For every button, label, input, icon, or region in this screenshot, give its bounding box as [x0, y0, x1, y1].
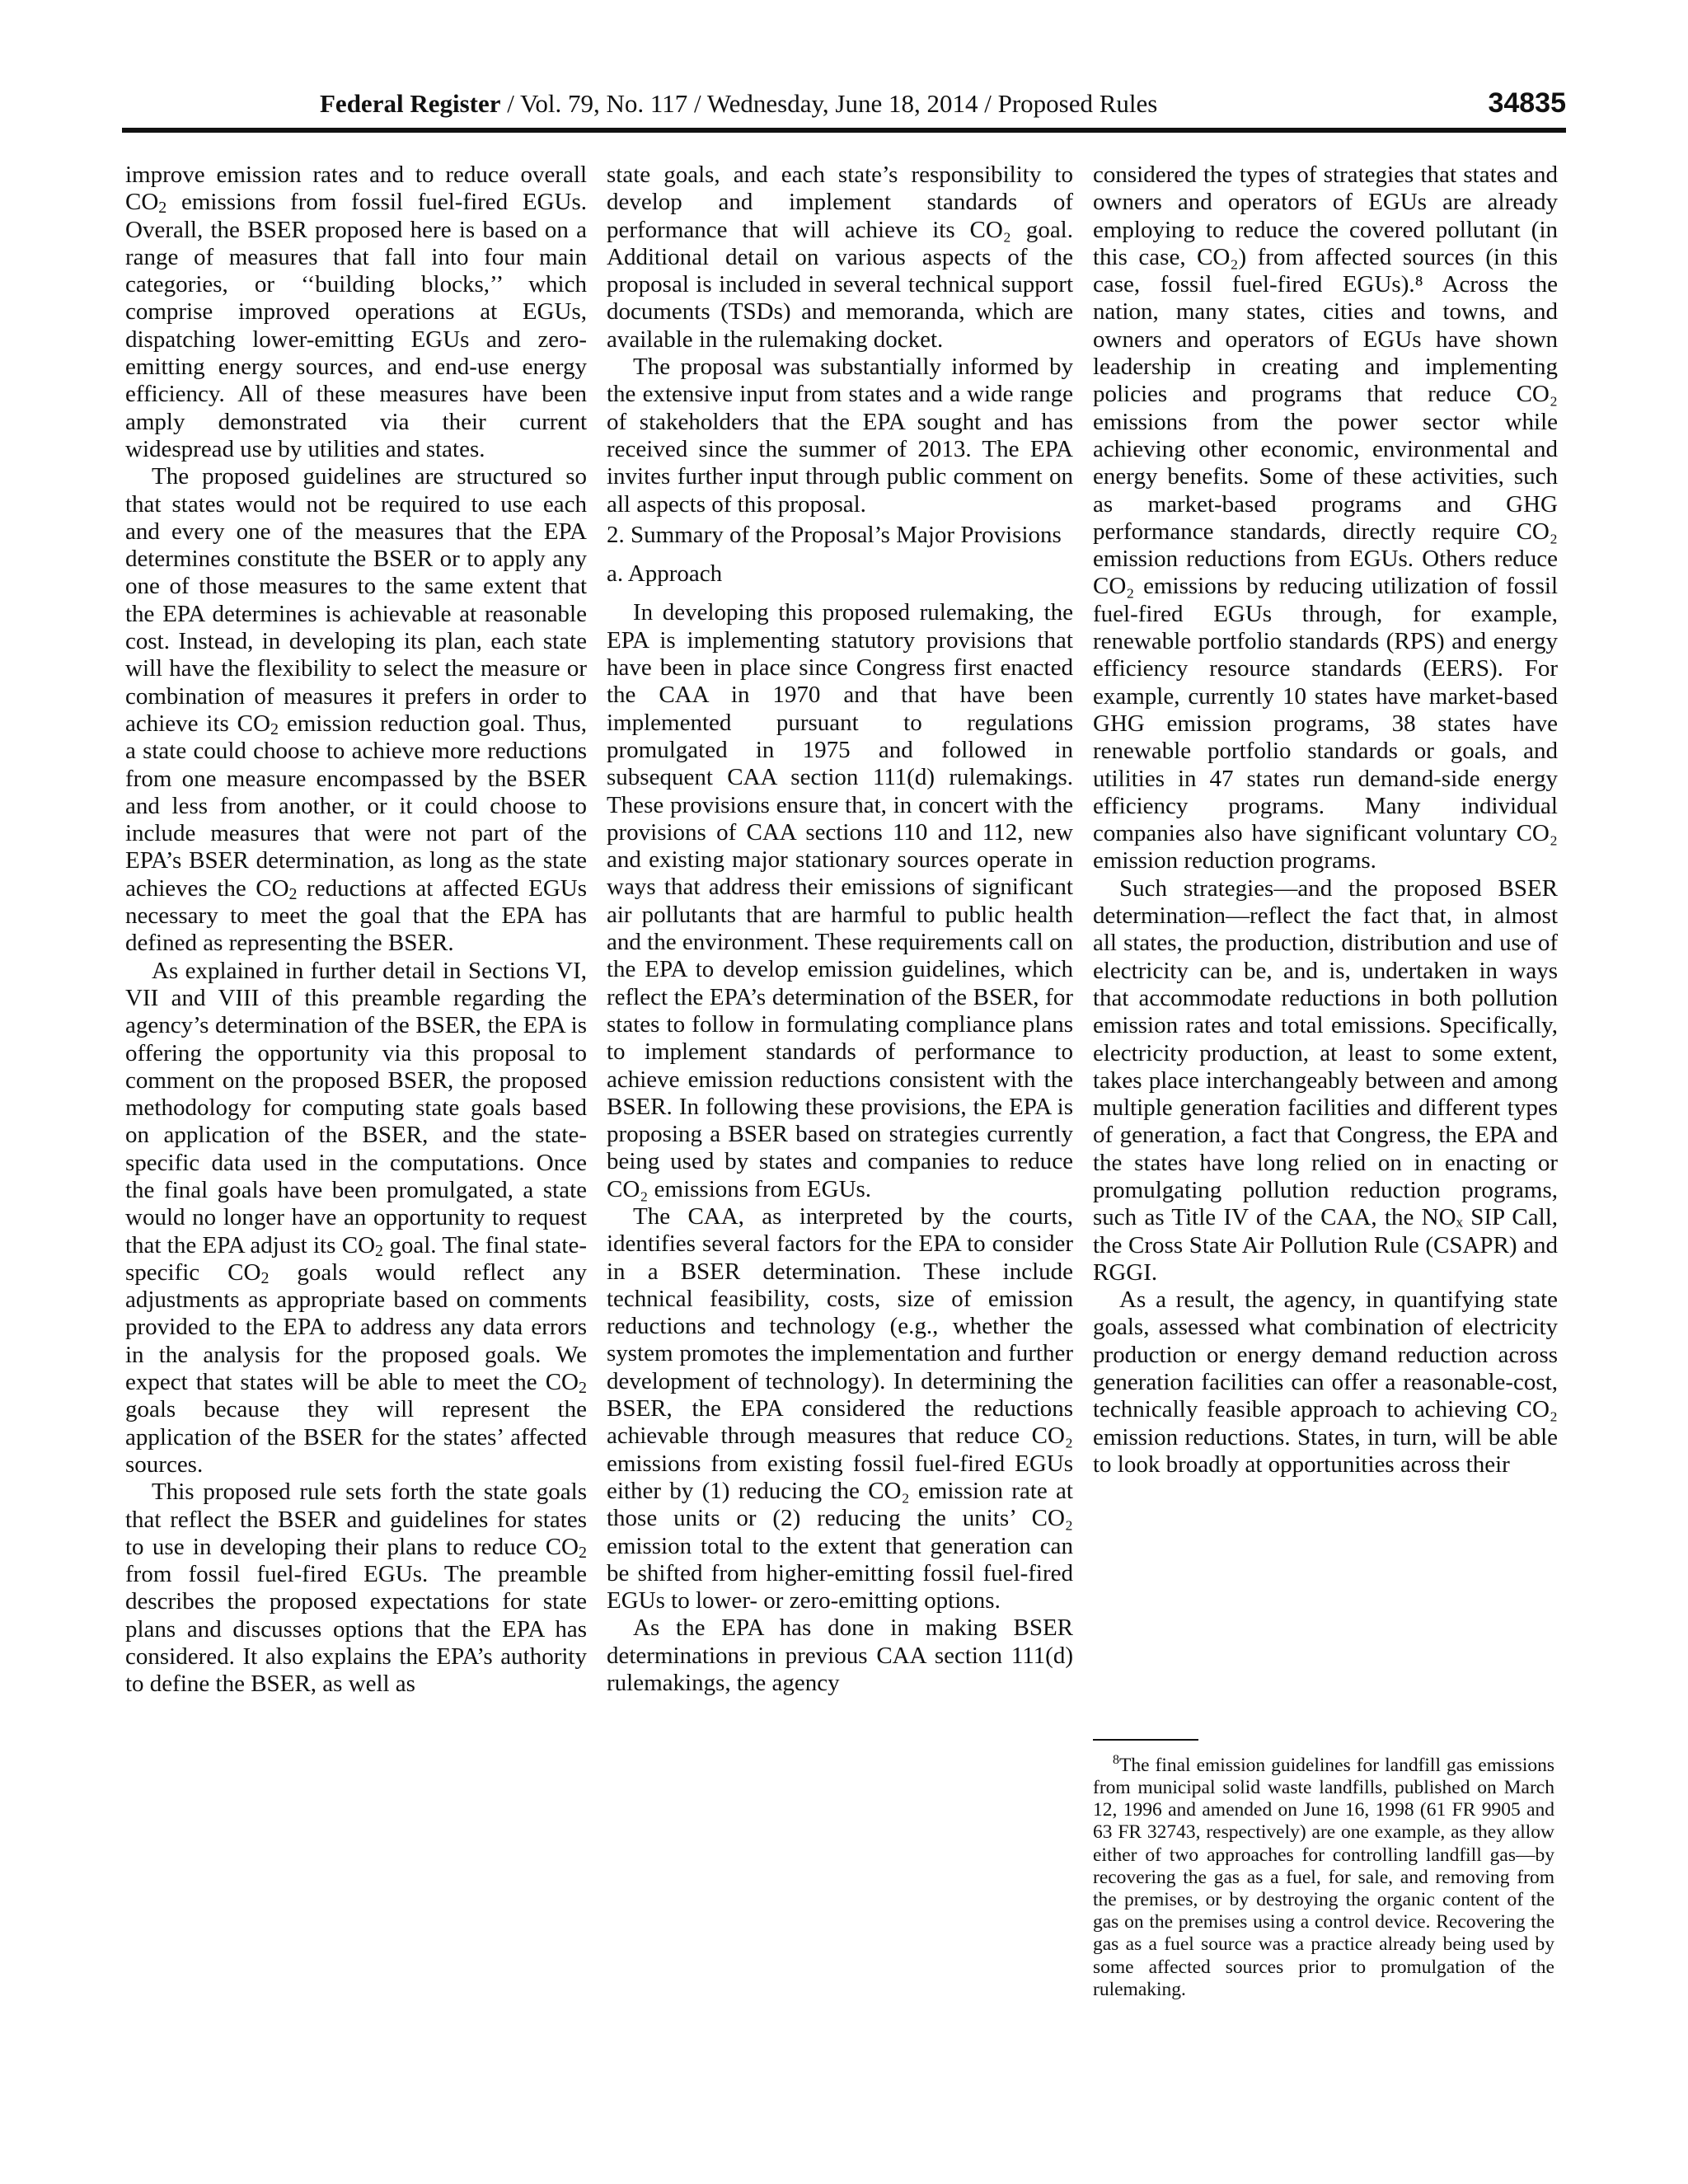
col1-paragraph-3: As explained in further detail in Sections VI, VII and VIII of this preamble regarding the agency’s determination of the BSER, the EPA is offering the opportunity via this proposal to comment on the proposed BSER, the proposed methodology for computing state goals based on application of the BSER, and the state-specific data used in the computations. Once the final goals have been promulgated, a state would no longer have an opportunity to request that the EPA adjust its $CO_2$ goal. The final state-specific $CO_2$ goals would reflect any adjustments as appropriate based on comments provided to the EPA to address any data errors in the analysis for the proposed goals. We expect that states will be able to meet the $CO_2$ goals because they will represent the application of the BSER for the states’ affected sources.: [125, 957, 587, 1478]
issue-info: / Vol. 79, No. 117 / Wednesday, June 18, 2014 / Proposed Rules: [500, 89, 1158, 118]
page-header: [122, 86, 1566, 129]
column-1: [125, 162, 587, 1699]
col3-paragraph-3: As a result, the agency, in quantifying state goals, assessed what combination of electricity production or energy demand reduction across generation facilities can offer a reasonable-cost, technically feasible approach to achieving CO₂ emission reductions. States, in turn, will be able to look broadly at opportunities across their: [1093, 1286, 1558, 1478]
col1-paragraph-4: This proposed rule sets forth the state goals that reflect the BSER and guidelines for states to use in developing their plans to reduce $CO_2$ from fossil fuel-fired EGUs. The preamble describes the proposed expectations for state plans and discusses options that the EPA has considered. It also explains the EPA’s authority to define the BSER, as well as: [125, 1479, 587, 1698]
header-citation: [320, 89, 1157, 119]
column-3: [1093, 162, 1558, 1479]
footnote-8: [1093, 1749, 1554, 2001]
col3-paragraph-1: considered the types of strategies that states and owners and operators of EGUs are already employing to reduce the covered pollutant (in this case, CO₂) from affected sources (in this case, fossil fuel-fired EGUs).⁸ Across the nation, many states, cities and towns, and owners and operators of EGUs have shown leadership in creating and implementing policies and programs that reduce CO₂ emissions from the power sector while achieving other economic, environmental and energy benefits. Some of these activities, such as market-based programs and GHG performance standards, directly require CO₂ emission reductions from EGUs. Others reduce CO₂ emissions by reducing utilization of fossil fuel-fired EGUs through, for example, renewable portfolio standards (RPS) and energy efficiency resource standards (EERS). For example, currently 10 states have market-based GHG emission programs, 38 states have renewable portfolio standards or goals, and utilities in 47 states run demand-side energy efficiency programs. Many individual companies also have significant voluntary CO₂ emission reduction programs.: [1093, 162, 1558, 874]
section-heading: 2. Summary of the Proposal’s Major Provisions: [607, 521, 1062, 548]
col1-paragraph-2: The proposed guidelines are structured so that states would not be required to use each and every one of the measures that the EPA determines constitute the BSER or to apply any one of those measures to the same extent that the EPA determines is achievable at reasonable cost. Instead, in developing its plan, each state will have the flexibility to select the measure or combination of measures it prefers in order to achieve its $CO_2$ emission reduction goal. Thus, a state could choose to achieve more reductions from one measure encompassed by the BSER and less from another, or it could choose to include measures that were not part of the EPA’s BSER determination, as long as the state achieves the $CO_2$ reductions at affected EGUs necessary to meet the goal that the EPA has defined as representing the BSER.: [125, 463, 587, 957]
col2-paragraph-1: state goals, and each state’s responsibility to develop and implement standards of performance that will achieve its CO₂ goal. Additional detail on various aspects of the proposal is included in several technical support documents (TSDs) and memoranda, which are available in the rulemaking docket.: [607, 162, 1073, 353]
col2-paragraph-4: The CAA, as interpreted by the courts, identifies several factors for the EPA to consider in a BSER determination. These include technical feasibility, costs, size of emission reductions and technology (e.g., whether the system promotes the implementation and further development of technology). In determining the BSER, the EPA considered the reductions achievable through measures that reduce CO₂ emissions from existing fossil fuel-fired EGUs either by (1) reducing the CO₂ emission rate at those units or (2) reducing the units’ CO₂ emission total to the extent that generation can be shifted from higher-emitting fossil fuel-fired EGUs to lower- or zero-emitting options.: [607, 1202, 1073, 1615]
header-rule: [122, 128, 1566, 133]
footnote-text: The final emission guidelines for landfill gas emissions from municipal solid waste landfills, published on March 12, 1996 and amended on June 16, 1998 (61 FR 9905 and 63 FR 32743, respectively) are one example, as they allow either of two approaches for controlling landfill gas—by recovering the gas as a fuel, for sale, and removing from the premises, or by destroying the organic content of the gas on the premises using a control device. Recovering the gas as a fuel source was a practice already being used by some affected sources prior to promulgation of the rulemaking.: [1093, 1754, 1554, 2000]
col2-paragraph-3: In developing this proposed rulemaking, the EPA is implementing statutory provisions that have been in place since Congress first enacted the CAA in 1970 and that have been implemented pursuant to regulations promulgated in 1975 and followed in subsequent CAA section 111(d) rulemakings. These provisions ensure that, in concert with the provisions of CAA sections 110 and 112, new and existing major stationary sources operate in ways that address their emissions of significant air pollutants that are harmful to public health and the environment. These requirements call on the EPA to develop emission guidelines, which reflect the EPA’s determination of the BSER, for states to follow in formulating compliance plans to implement standards of performance to achieve emission reductions consistent with the BSER. In following these provisions, the EPA is proposing a BSER based on strategies currently being used by states and companies to reduce CO₂ emissions from EGUs.: [607, 599, 1073, 1202]
col2-paragraph-2: The proposal was substantially informed by the extensive input from states and a wide range of stakeholders that the EPA sought and has received since the summer of 2013. The EPA invites further input through public comment on all aspects of this proposal.: [607, 354, 1073, 518]
column-2: [607, 162, 1073, 1697]
col3-paragraph-2: Such strategies—and the proposed BSER determination—reflect the fact that, in almost all states, the production, distribution and use of electricity can be, and is, undertaken in ways that accommodate reductions in both pollution emission rates and total emissions. Specifically, electricity production, at least to some extent, takes place interchangeably between and among multiple generation facilities and different types of generation, a fact that Congress, the EPA and the states have long relied on in enacting or promulgating pollution reduction programs, such as Title IV of the CAA, the NOₓ SIP Call, the Cross State Air Pollution Rule (CSAPR) and RGGI.: [1093, 874, 1558, 1286]
footnote-rule: [1093, 1739, 1198, 1741]
col2-paragraph-5: As the EPA has done in making BSER determinations in previous CAA section 111(d) rulemakings, the agency: [607, 1615, 1073, 1697]
page-number: 34835: [1488, 87, 1566, 119]
col1-paragraph-1: improve emission rates and to reduce overall $CO_2$ emissions from fossil fuel-fired EGUs. Overall, the BSER proposed here is based on a range of measures that fall into four main categories, or ‘‘building blocks,’’ which comprise improved operations at EGUs, dispatching lower-emitting EGUs and zero-emitting energy sources, and end-use energy efficiency. All of these measures have been amply demonstrated via their current widespread use by utilities and states.: [125, 162, 587, 462]
subsection-heading: a. Approach: [607, 560, 723, 588]
journal-name: Federal Register: [320, 89, 501, 118]
footnote-marker: 8: [1113, 1753, 1119, 1767]
